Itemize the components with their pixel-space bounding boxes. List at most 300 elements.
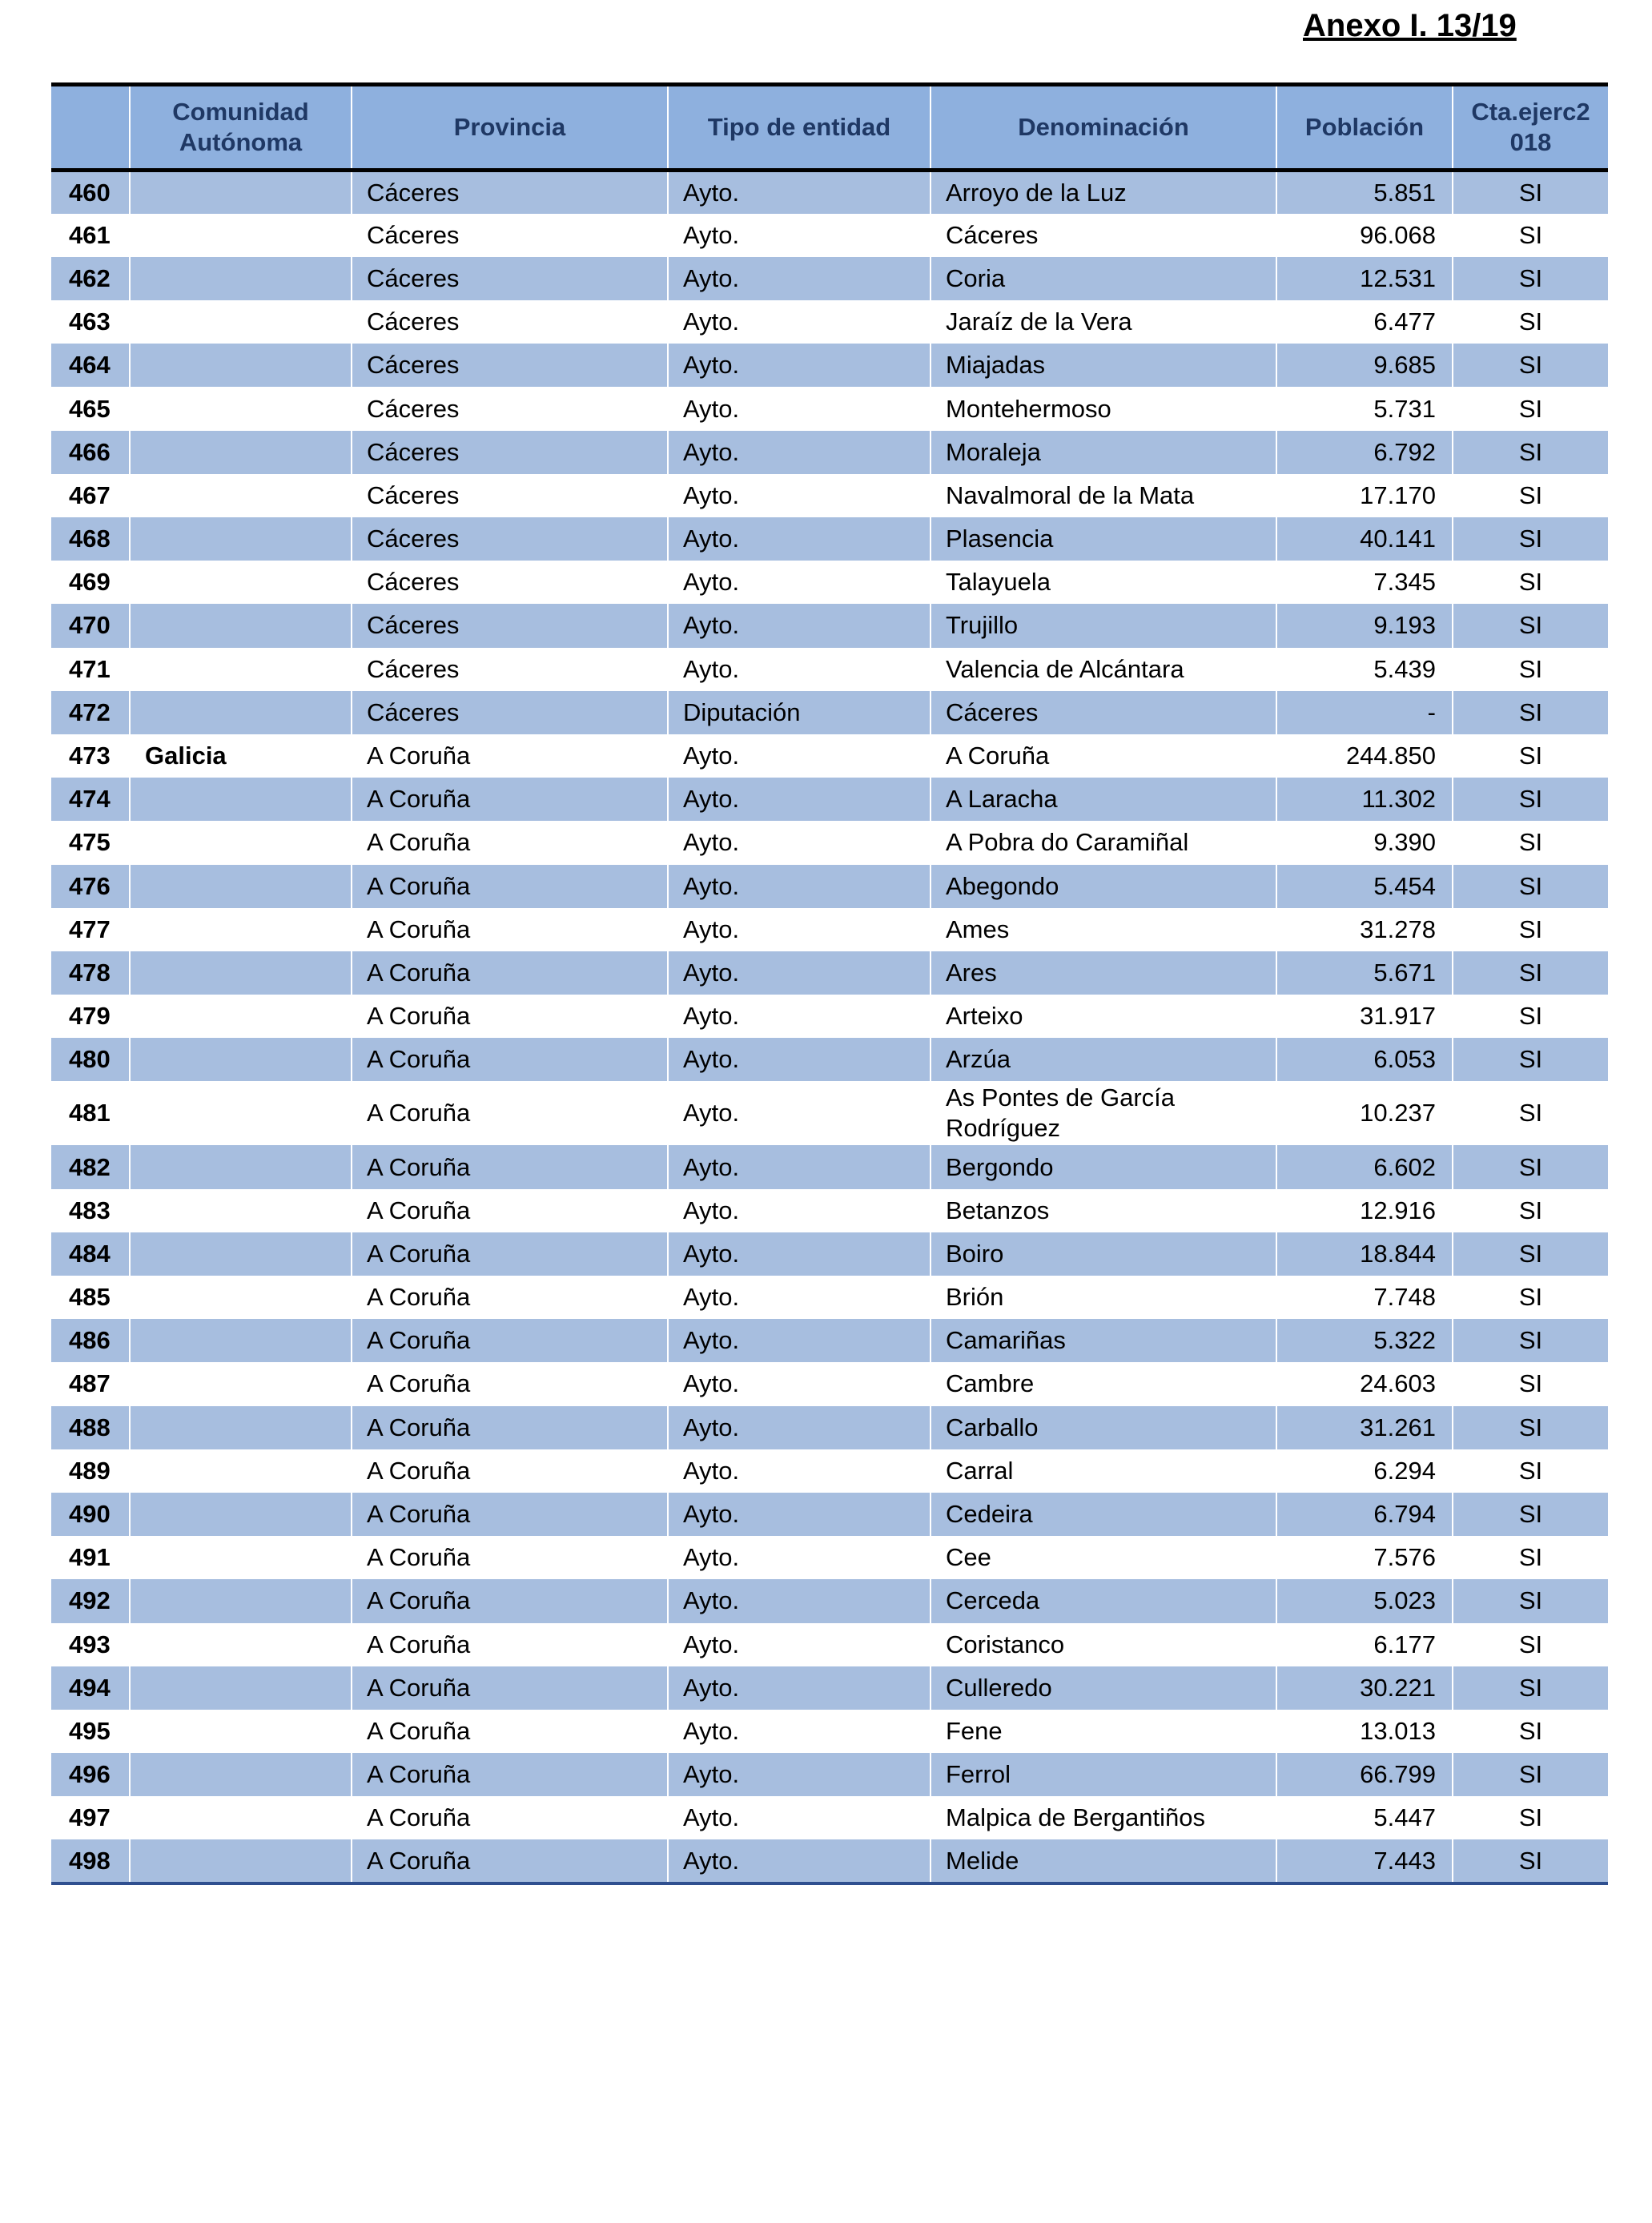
cell-poblacion: 12.531: [1276, 257, 1453, 300]
cell-comunidad: [130, 1276, 352, 1319]
cell-cta: SI: [1453, 604, 1608, 647]
table-row: [51, 691, 1608, 734]
table-row: [51, 1579, 1608, 1622]
table-row: [51, 1839, 1608, 1883]
cell-tipo: Diputación: [668, 691, 931, 734]
cell-comunidad: [130, 1579, 352, 1622]
cell-denominacion: Betanzos: [931, 1189, 1276, 1232]
cell-provincia: A Coruña: [352, 951, 668, 995]
cell-comunidad: [130, 1666, 352, 1710]
cell-provincia: Cáceres: [352, 300, 668, 344]
cell-provincia: A Coruña: [352, 1493, 668, 1536]
table-row: [51, 474, 1608, 517]
table-row: [51, 604, 1608, 647]
cell-poblacion: 7.345: [1276, 561, 1453, 604]
cell-provincia: A Coruña: [352, 1406, 668, 1449]
cell-tipo: Ayto.: [668, 648, 931, 691]
cell-comunidad: [130, 778, 352, 821]
cell-cta: SI: [1453, 561, 1608, 604]
cell-provincia: A Coruña: [352, 1145, 668, 1188]
cell-number: 488: [51, 1406, 130, 1449]
cell-denominacion: Navalmoral de la Mata: [931, 474, 1276, 517]
header-comunidad: Comunidad Autónoma: [130, 85, 352, 171]
cell-denominacion: Cáceres: [931, 214, 1276, 257]
cell-number: 495: [51, 1710, 130, 1753]
cell-denominacion: A Coruña: [931, 734, 1276, 778]
cell-poblacion: 5.447: [1276, 1796, 1453, 1839]
cell-provincia: A Coruña: [352, 1710, 668, 1753]
cell-tipo: Ayto.: [668, 1189, 931, 1232]
cell-denominacion: Ames: [931, 908, 1276, 951]
cell-comunidad: [130, 1493, 352, 1536]
cell-tipo: Ayto.: [668, 1081, 931, 1145]
table-row: [51, 1276, 1608, 1319]
cell-denominacion: Carballo: [931, 1406, 1276, 1449]
cell-poblacion: 7.443: [1276, 1839, 1453, 1883]
cell-cta: SI: [1453, 1839, 1608, 1883]
cell-provincia: Cáceres: [352, 604, 668, 647]
table-row: [51, 1038, 1608, 1081]
cell-tipo: Ayto.: [668, 171, 931, 214]
cell-cta: SI: [1453, 1796, 1608, 1839]
cell-cta: SI: [1453, 1710, 1608, 1753]
cell-tipo: Ayto.: [668, 517, 931, 561]
cell-number: 463: [51, 300, 130, 344]
cell-tipo: Ayto.: [668, 865, 931, 908]
cell-tipo: Ayto.: [668, 214, 931, 257]
cell-poblacion: 7.576: [1276, 1536, 1453, 1579]
cell-comunidad: Galicia: [130, 734, 352, 778]
cell-comunidad: [130, 995, 352, 1038]
cell-poblacion: 6.602: [1276, 1145, 1453, 1188]
cell-poblacion: 5.439: [1276, 648, 1453, 691]
cell-provincia: Cáceres: [352, 171, 668, 214]
cell-provincia: Cáceres: [352, 691, 668, 734]
cell-poblacion: 24.603: [1276, 1362, 1453, 1405]
cell-provincia: Cáceres: [352, 344, 668, 387]
header-provincia: Provincia: [352, 85, 668, 171]
entities-table-container: [51, 82, 1608, 1885]
cell-tipo: Ayto.: [668, 1493, 931, 1536]
cell-denominacion: Trujillo: [931, 604, 1276, 647]
cell-tipo: Ayto.: [668, 778, 931, 821]
cell-number: 479: [51, 995, 130, 1038]
cell-poblacion: 13.013: [1276, 1710, 1453, 1753]
cell-cta: SI: [1453, 1493, 1608, 1536]
cell-number: 477: [51, 908, 130, 951]
cell-poblacion: 5.851: [1276, 171, 1453, 214]
cell-tipo: Ayto.: [668, 474, 931, 517]
cell-number: 475: [51, 821, 130, 864]
cell-tipo: Ayto.: [668, 1449, 931, 1493]
cell-tipo: Ayto.: [668, 257, 931, 300]
cell-comunidad: [130, 1536, 352, 1579]
cell-number: 480: [51, 1038, 130, 1081]
cell-denominacion: Cambre: [931, 1362, 1276, 1405]
cell-number: 472: [51, 691, 130, 734]
cell-denominacion: Arroyo de la Luz: [931, 171, 1276, 214]
cell-poblacion: 6.794: [1276, 1493, 1453, 1536]
table-row: [51, 1449, 1608, 1493]
cell-tipo: Ayto.: [668, 1753, 931, 1796]
cell-number: 486: [51, 1319, 130, 1362]
table-row: [51, 1493, 1608, 1536]
cell-poblacion: 17.170: [1276, 474, 1453, 517]
table-row: [51, 1536, 1608, 1579]
table-row: [51, 1319, 1608, 1362]
cell-cta: SI: [1453, 908, 1608, 951]
cell-number: 498: [51, 1839, 130, 1883]
cell-denominacion: Talayuela: [931, 561, 1276, 604]
cell-cta: SI: [1453, 344, 1608, 387]
cell-tipo: Ayto.: [668, 1038, 931, 1081]
cell-cta: SI: [1453, 1666, 1608, 1710]
cell-poblacion: 96.068: [1276, 214, 1453, 257]
cell-provincia: A Coruña: [352, 1189, 668, 1232]
cell-comunidad: [130, 344, 352, 387]
cell-tipo: Ayto.: [668, 734, 931, 778]
table-row: [51, 1362, 1608, 1405]
cell-poblacion: 9.685: [1276, 344, 1453, 387]
cell-denominacion: Cedeira: [931, 1493, 1276, 1536]
cell-comunidad: [130, 1081, 352, 1145]
cell-tipo: Ayto.: [668, 908, 931, 951]
cell-provincia: A Coruña: [352, 1753, 668, 1796]
table-row: [51, 734, 1608, 778]
cell-poblacion: 10.237: [1276, 1081, 1453, 1145]
cell-number: 487: [51, 1362, 130, 1405]
header-row: [51, 85, 1608, 171]
cell-cta: SI: [1453, 474, 1608, 517]
cell-denominacion: Culleredo: [931, 1666, 1276, 1710]
cell-comunidad: [130, 431, 352, 474]
cell-poblacion: 9.390: [1276, 821, 1453, 864]
table-row: [51, 1666, 1608, 1710]
header-cta: Cta.ejerc2 018: [1453, 85, 1608, 171]
cell-cta: SI: [1453, 1038, 1608, 1081]
cell-cta: SI: [1453, 387, 1608, 430]
cell-provincia: Cáceres: [352, 387, 668, 430]
cell-denominacion: Cáceres: [931, 691, 1276, 734]
cell-tipo: Ayto.: [668, 1319, 931, 1362]
cell-comunidad: [130, 865, 352, 908]
cell-number: 481: [51, 1081, 130, 1145]
cell-comunidad: [130, 1319, 352, 1362]
cell-denominacion: Moraleja: [931, 431, 1276, 474]
cell-provincia: A Coruña: [352, 908, 668, 951]
cell-provincia: Cáceres: [352, 474, 668, 517]
cell-poblacion: 6.477: [1276, 300, 1453, 344]
cell-number: 473: [51, 734, 130, 778]
cell-number: 469: [51, 561, 130, 604]
cell-tipo: Ayto.: [668, 1362, 931, 1405]
cell-comunidad: [130, 1710, 352, 1753]
cell-number: 465: [51, 387, 130, 430]
cell-number: 484: [51, 1232, 130, 1276]
cell-poblacion: 6.294: [1276, 1449, 1453, 1493]
cell-number: 470: [51, 604, 130, 647]
cell-poblacion: 40.141: [1276, 517, 1453, 561]
cell-tipo: Ayto.: [668, 1145, 931, 1188]
cell-number: 483: [51, 1189, 130, 1232]
cell-cta: SI: [1453, 1276, 1608, 1319]
cell-comunidad: [130, 1623, 352, 1666]
cell-number: 492: [51, 1579, 130, 1622]
table-row: [51, 1753, 1608, 1796]
cell-comunidad: [130, 908, 352, 951]
cell-cta: SI: [1453, 1579, 1608, 1622]
cell-number: 471: [51, 648, 130, 691]
cell-cta: SI: [1453, 171, 1608, 214]
cell-number: 464: [51, 344, 130, 387]
cell-comunidad: [130, 474, 352, 517]
cell-poblacion: 66.799: [1276, 1753, 1453, 1796]
table-row: [51, 821, 1608, 864]
cell-provincia: A Coruña: [352, 734, 668, 778]
table-row: [51, 908, 1608, 951]
cell-poblacion: 7.748: [1276, 1276, 1453, 1319]
page-title: Anexo I. 13/19: [1303, 8, 1517, 43]
cell-comunidad: [130, 1038, 352, 1081]
cell-provincia: Cáceres: [352, 214, 668, 257]
cell-poblacion: 31.278: [1276, 908, 1453, 951]
cell-provincia: A Coruña: [352, 1666, 668, 1710]
cell-provincia: Cáceres: [352, 257, 668, 300]
cell-tipo: Ayto.: [668, 995, 931, 1038]
cell-cta: SI: [1453, 734, 1608, 778]
cell-tipo: Ayto.: [668, 821, 931, 864]
cell-denominacion: Ferrol: [931, 1753, 1276, 1796]
cell-comunidad: [130, 257, 352, 300]
cell-provincia: A Coruña: [352, 1536, 668, 1579]
header-tipo: Tipo de entidad: [668, 85, 931, 171]
cell-poblacion: -: [1276, 691, 1453, 734]
cell-denominacion: Bergondo: [931, 1145, 1276, 1188]
table-row: [51, 865, 1608, 908]
cell-poblacion: 30.221: [1276, 1666, 1453, 1710]
cell-tipo: Ayto.: [668, 1406, 931, 1449]
cell-comunidad: [130, 1406, 352, 1449]
cell-tipo: Ayto.: [668, 1666, 931, 1710]
cell-number: 462: [51, 257, 130, 300]
cell-provincia: A Coruña: [352, 1276, 668, 1319]
cell-cta: SI: [1453, 951, 1608, 995]
cell-provincia: A Coruña: [352, 1579, 668, 1622]
cell-poblacion: 6.053: [1276, 1038, 1453, 1081]
cell-cta: SI: [1453, 865, 1608, 908]
cell-tipo: Ayto.: [668, 561, 931, 604]
cell-poblacion: 6.177: [1276, 1623, 1453, 1666]
cell-denominacion: Boiro: [931, 1232, 1276, 1276]
table-row: [51, 431, 1608, 474]
table-row: [51, 1145, 1608, 1188]
cell-provincia: Cáceres: [352, 517, 668, 561]
cell-poblacion: 31.917: [1276, 995, 1453, 1038]
cell-cta: SI: [1453, 1406, 1608, 1449]
table-row: [51, 1232, 1608, 1276]
cell-comunidad: [130, 300, 352, 344]
cell-provincia: A Coruña: [352, 1449, 668, 1493]
cell-denominacion: Melide: [931, 1839, 1276, 1883]
cell-poblacion: 6.792: [1276, 431, 1453, 474]
cell-comunidad: [130, 171, 352, 214]
cell-denominacion: Coria: [931, 257, 1276, 300]
cell-number: 482: [51, 1145, 130, 1188]
cell-number: 460: [51, 171, 130, 214]
cell-number: 466: [51, 431, 130, 474]
cell-number: 497: [51, 1796, 130, 1839]
cell-poblacion: 5.731: [1276, 387, 1453, 430]
table-row: [51, 517, 1608, 561]
cell-tipo: Ayto.: [668, 951, 931, 995]
cell-denominacion: Plasencia: [931, 517, 1276, 561]
cell-denominacion: A Laracha: [931, 778, 1276, 821]
cell-tipo: Ayto.: [668, 1796, 931, 1839]
table-row: [51, 1623, 1608, 1666]
cell-cta: SI: [1453, 1189, 1608, 1232]
cell-denominacion: Arzúa: [931, 1038, 1276, 1081]
cell-comunidad: [130, 951, 352, 995]
table-row: [51, 171, 1608, 214]
cell-denominacion: Coristanco: [931, 1623, 1276, 1666]
table-row: [51, 1796, 1608, 1839]
cell-comunidad: [130, 1839, 352, 1883]
table-row: [51, 257, 1608, 300]
cell-cta: SI: [1453, 778, 1608, 821]
cell-tipo: Ayto.: [668, 1623, 931, 1666]
cell-provincia: Cáceres: [352, 648, 668, 691]
cell-poblacion: 5.454: [1276, 865, 1453, 908]
table-row: [51, 344, 1608, 387]
cell-comunidad: [130, 1145, 352, 1188]
table-row: [51, 387, 1608, 430]
cell-comunidad: [130, 691, 352, 734]
cell-tipo: Ayto.: [668, 1710, 931, 1753]
cell-cta: SI: [1453, 648, 1608, 691]
cell-cta: SI: [1453, 821, 1608, 864]
cell-cta: SI: [1453, 1449, 1608, 1493]
cell-tipo: Ayto.: [668, 1232, 931, 1276]
cell-poblacion: 5.023: [1276, 1579, 1453, 1622]
table-row: [51, 995, 1608, 1038]
cell-denominacion: Valencia de Alcántara: [931, 648, 1276, 691]
cell-tipo: Ayto.: [668, 604, 931, 647]
cell-cta: SI: [1453, 300, 1608, 344]
cell-denominacion: Montehermoso: [931, 387, 1276, 430]
cell-denominacion: Cee: [931, 1536, 1276, 1579]
cell-cta: SI: [1453, 1623, 1608, 1666]
cell-comunidad: [130, 604, 352, 647]
table-body: [51, 171, 1608, 1883]
cell-denominacion: Brión: [931, 1276, 1276, 1319]
header-denominacion: Denominación: [931, 85, 1276, 171]
cell-provincia: A Coruña: [352, 865, 668, 908]
cell-poblacion: 9.193: [1276, 604, 1453, 647]
cell-number: 493: [51, 1623, 130, 1666]
cell-tipo: Ayto.: [668, 387, 931, 430]
cell-comunidad: [130, 387, 352, 430]
cell-provincia: A Coruña: [352, 1362, 668, 1405]
cell-poblacion: 11.302: [1276, 778, 1453, 821]
table-row: [51, 300, 1608, 344]
cell-cta: SI: [1453, 1145, 1608, 1188]
cell-comunidad: [130, 1753, 352, 1796]
cell-provincia: A Coruña: [352, 778, 668, 821]
cell-poblacion: 31.261: [1276, 1406, 1453, 1449]
cell-cta: SI: [1453, 257, 1608, 300]
cell-number: 496: [51, 1753, 130, 1796]
cell-tipo: Ayto.: [668, 344, 931, 387]
cell-comunidad: [130, 1232, 352, 1276]
cell-number: 461: [51, 214, 130, 257]
table-row: [51, 951, 1608, 995]
table-row: [51, 778, 1608, 821]
cell-number: 485: [51, 1276, 130, 1319]
cell-provincia: A Coruña: [352, 821, 668, 864]
table-row: [51, 561, 1608, 604]
cell-cta: SI: [1453, 1232, 1608, 1276]
cell-provincia: A Coruña: [352, 1081, 668, 1145]
cell-denominacion: Miajadas: [931, 344, 1276, 387]
cell-number: 491: [51, 1536, 130, 1579]
cell-tipo: Ayto.: [668, 1579, 931, 1622]
cell-number: 474: [51, 778, 130, 821]
cell-number: 478: [51, 951, 130, 995]
cell-number: 489: [51, 1449, 130, 1493]
cell-comunidad: [130, 1362, 352, 1405]
cell-denominacion: Carral: [931, 1449, 1276, 1493]
table-row: [51, 648, 1608, 691]
cell-denominacion: As Pontes de García Rodríguez: [931, 1081, 1276, 1145]
cell-provincia: A Coruña: [352, 1232, 668, 1276]
cell-denominacion: Malpica de Bergantiños: [931, 1796, 1276, 1839]
table-row: [51, 1189, 1608, 1232]
cell-poblacion: 244.850: [1276, 734, 1453, 778]
cell-poblacion: 12.916: [1276, 1189, 1453, 1232]
entities-table: [51, 82, 1608, 1885]
table-row: [51, 1710, 1608, 1753]
cell-number: 467: [51, 474, 130, 517]
cell-cta: SI: [1453, 995, 1608, 1038]
cell-number: 468: [51, 517, 130, 561]
cell-number: 494: [51, 1666, 130, 1710]
cell-comunidad: [130, 648, 352, 691]
cell-comunidad: [130, 214, 352, 257]
cell-provincia: A Coruña: [352, 1623, 668, 1666]
table-row: [51, 214, 1608, 257]
cell-tipo: Ayto.: [668, 300, 931, 344]
cell-cta: SI: [1453, 1362, 1608, 1405]
cell-comunidad: [130, 1449, 352, 1493]
cell-number: 476: [51, 865, 130, 908]
cell-provincia: A Coruña: [352, 995, 668, 1038]
cell-comunidad: [130, 1796, 352, 1839]
cell-poblacion: 5.671: [1276, 951, 1453, 995]
cell-cta: SI: [1453, 1753, 1608, 1796]
cell-denominacion: Fene: [931, 1710, 1276, 1753]
cell-cta: SI: [1453, 1319, 1608, 1362]
header-num: [51, 85, 130, 171]
cell-cta: SI: [1453, 214, 1608, 257]
cell-denominacion: Arteixo: [931, 995, 1276, 1038]
table-header: [51, 85, 1608, 171]
cell-tipo: Ayto.: [668, 431, 931, 474]
cell-cta: SI: [1453, 431, 1608, 474]
cell-cta: SI: [1453, 1536, 1608, 1579]
cell-provincia: A Coruña: [352, 1319, 668, 1362]
cell-poblacion: 18.844: [1276, 1232, 1453, 1276]
cell-provincia: A Coruña: [352, 1038, 668, 1081]
